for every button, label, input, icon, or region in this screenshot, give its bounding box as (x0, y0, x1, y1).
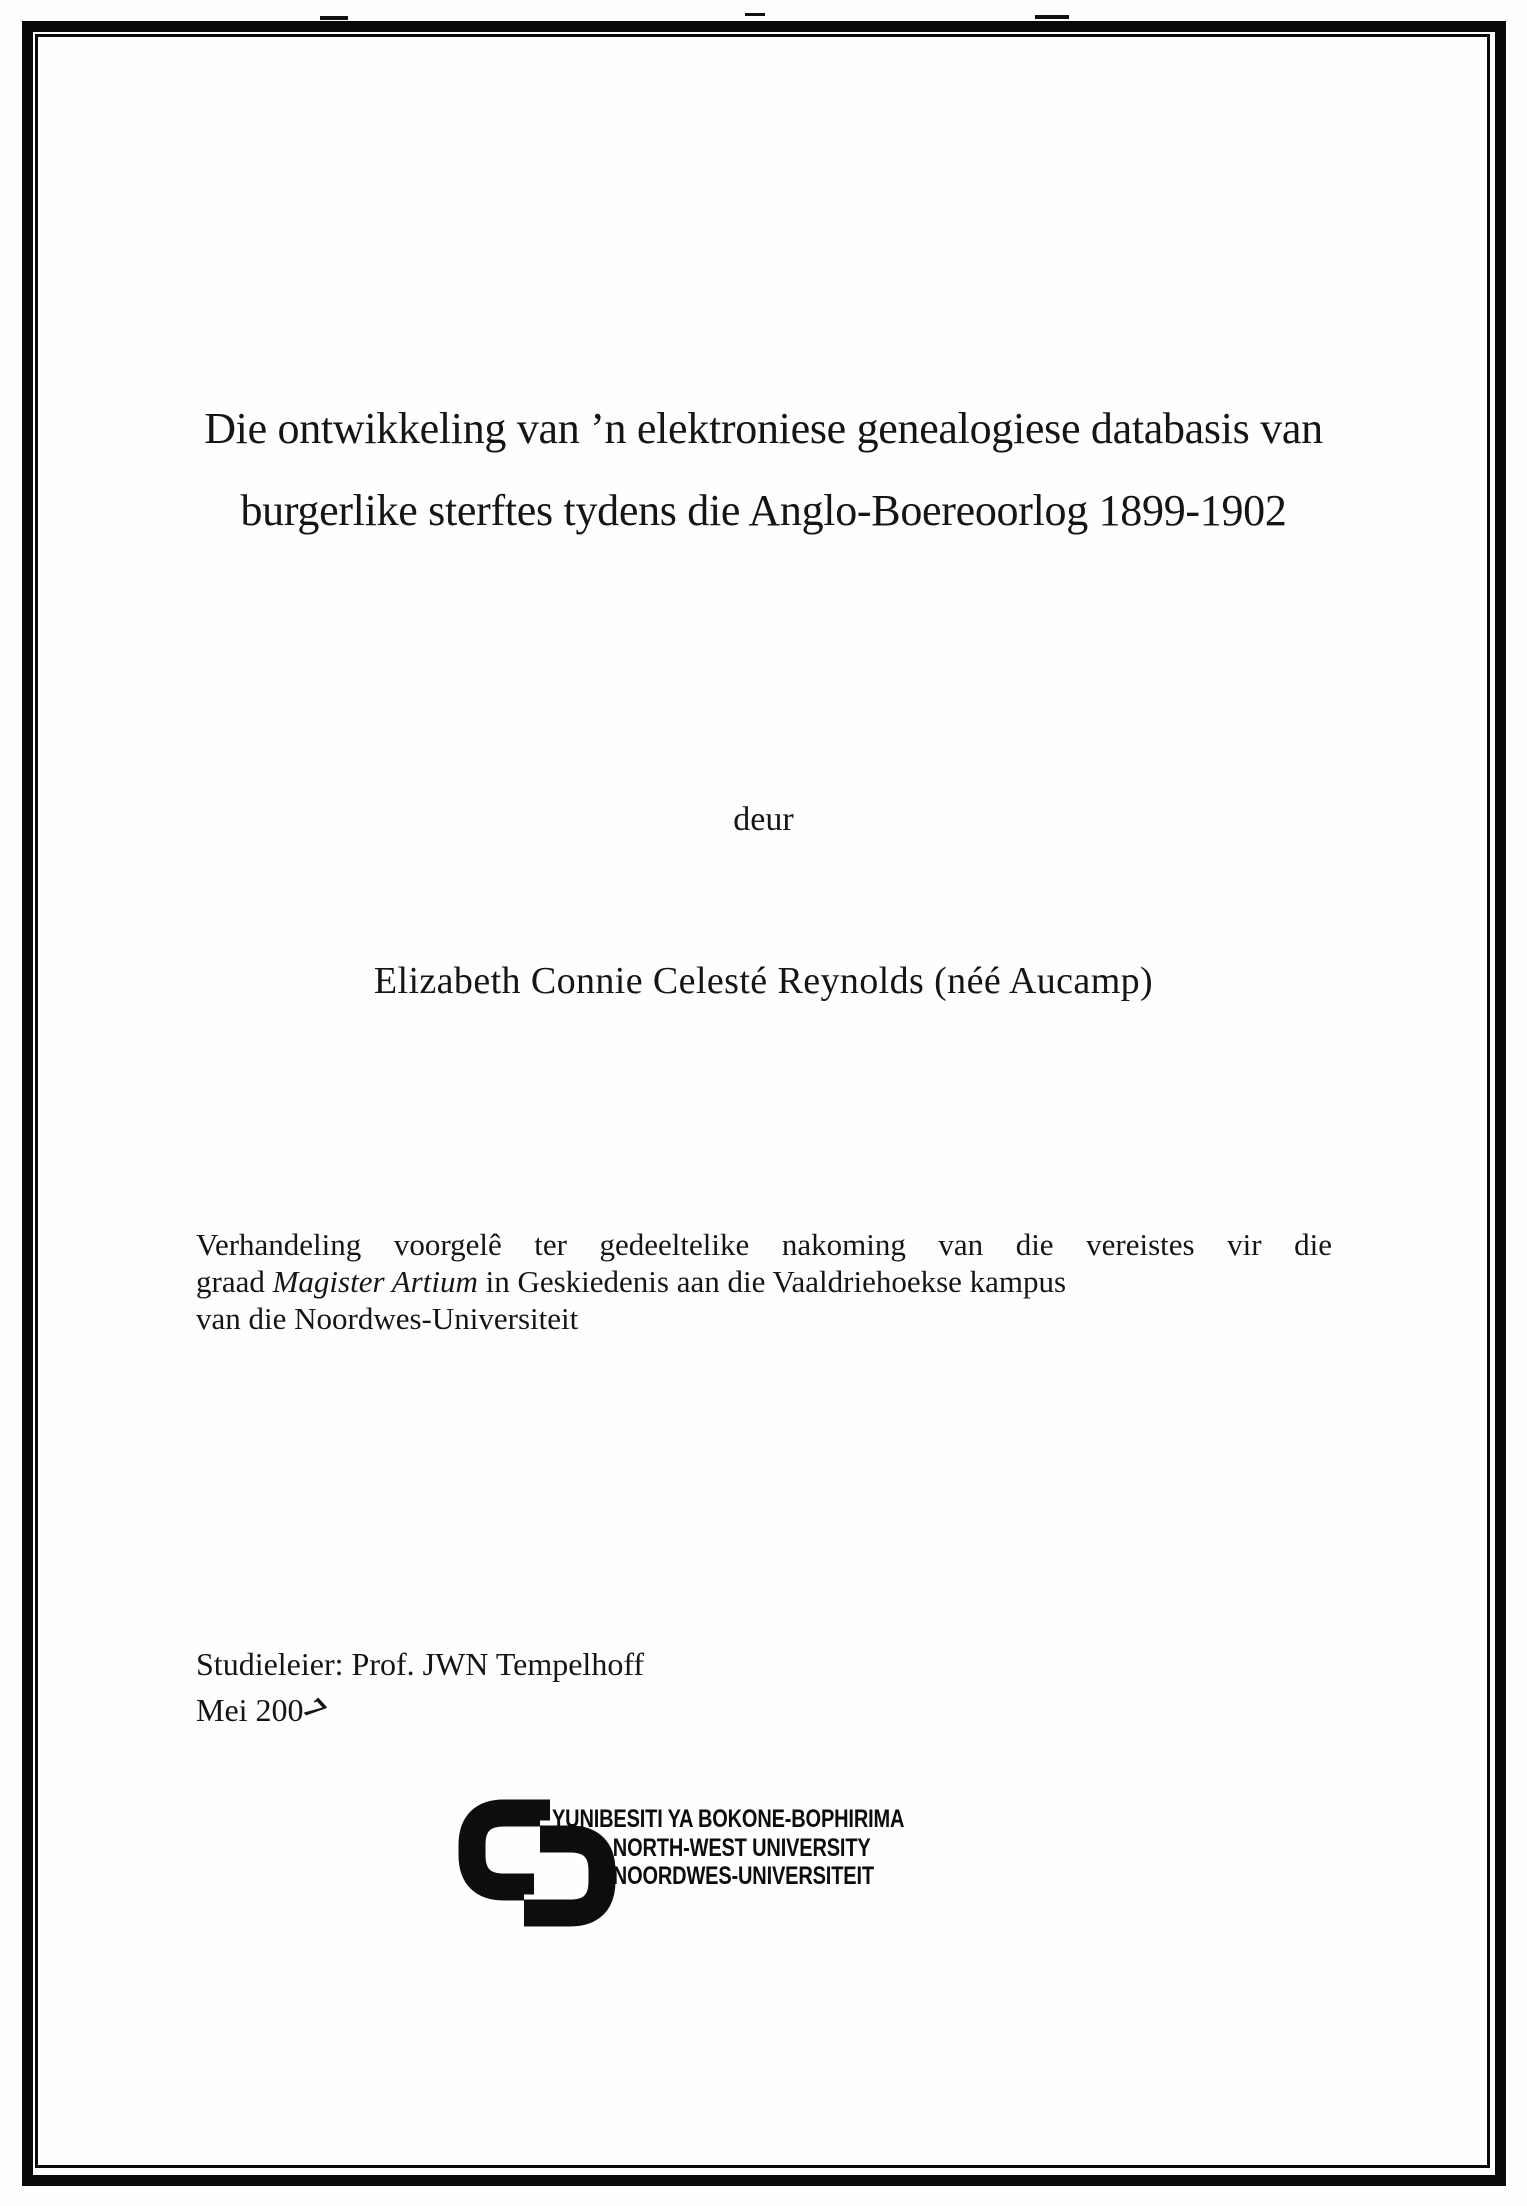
supervisor-block (196, 1641, 644, 1733)
declaration-line3: van die Noordwes-Universiteit (196, 1301, 579, 1336)
date-prefix: Mei 200 (196, 1692, 304, 1728)
byline-deur: deur (733, 801, 794, 838)
author-name: Elizabeth Connie Celesté Reynolds (néé Aucamp) (373, 960, 1154, 1002)
scan-speck (1035, 15, 1069, 19)
north-west-university-logo (458, 1799, 1078, 1939)
date-last-digit: 7 (295, 1690, 334, 1727)
logo-wordmark-line2: NORTH-WEST UNIVERSITY (612, 1833, 871, 1862)
declaration-line2-prefix: graad (196, 1264, 273, 1299)
scan-speck (745, 13, 765, 16)
thesis-title (100, 404, 1427, 536)
logo-wordmark (552, 1805, 904, 1891)
degree-name-italic: Magister Artium (272, 1264, 478, 1299)
degree-declaration (196, 1226, 1332, 1337)
supervisor-line: Studieleier: Prof. JWN Tempelhoff (196, 1646, 645, 1682)
logo-wordmark-line1: YUNIBESITI YA BOKONE-BOPHIRIMA (552, 1805, 905, 1833)
thesis-title-line1: Die ontwikkeling van ’n elektroniese genealogiese databasis van (204, 404, 1323, 453)
date-line (196, 1687, 644, 1733)
declaration-line2-suffix: in Geskiedenis aan die Vaaldriehoekse kampus (477, 1264, 1067, 1299)
thesis-title-line2: burgerlike sterftes tydens die Anglo-Boereoorlog 1899-1902 (240, 486, 1287, 535)
declaration-line1: Verhandeling voorgelê ter gedeeltelike nakoming van die vereistes vir die (196, 1227, 1332, 1262)
logo-wordmark-line3: NOORDWES-UNIVERSITEIT (612, 1862, 874, 1890)
declaration-line2 (196, 1263, 1332, 1300)
scan-speck (320, 16, 348, 20)
